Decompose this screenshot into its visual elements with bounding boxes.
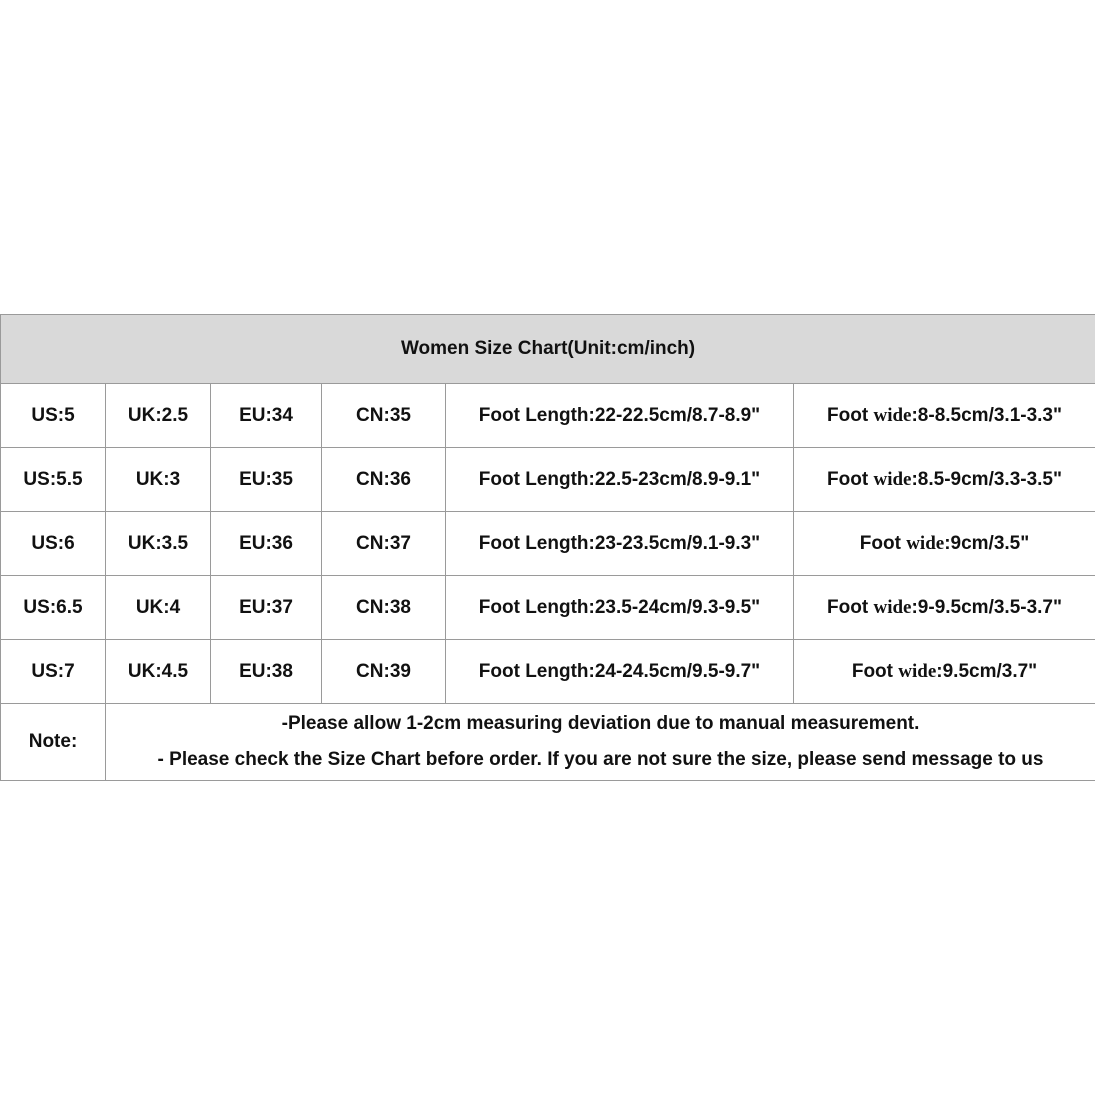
- foot-wide-word: wide: [898, 660, 937, 682]
- size-row: [1, 512, 1095, 576]
- note-text-cell: [106, 704, 1095, 781]
- foot-wide-cell: [794, 640, 1095, 704]
- eu-size-cell: EU:35: [211, 448, 322, 512]
- note-line-check-chart: - Please check the Size Chart before order. If you are not sure the size, please send message to us: [157, 749, 1044, 770]
- foot-length-cell: Foot Length:22.5-23cm/8.9-9.1": [446, 448, 794, 512]
- foot-wide-prefix: Foot: [827, 404, 874, 426]
- foot-wide-cell: [794, 512, 1095, 576]
- foot-wide-value: :9.5cm/3.7": [936, 660, 1038, 682]
- us-size-cell: US:5: [1, 384, 106, 448]
- foot-length-cell: Foot Length:23.5-24cm/9.3-9.5": [446, 576, 794, 640]
- size-row: [1, 448, 1095, 512]
- eu-size-cell: EU:37: [211, 576, 322, 640]
- cn-size-cell: CN:39: [322, 640, 446, 704]
- uk-size-cell: UK:4.5: [106, 640, 211, 704]
- foot-length-cell: Foot Length:22-22.5cm/8.7-8.9": [446, 384, 794, 448]
- cn-size-cell: CN:35: [322, 384, 446, 448]
- note-line-deviation: -Please allow 1-2cm measuring deviation due to manual measurement.: [281, 713, 920, 734]
- us-size-cell: US:6.5: [1, 576, 106, 640]
- us-size-cell: US:7: [1, 640, 106, 704]
- eu-size-cell: EU:34: [211, 384, 322, 448]
- foot-wide-prefix: Foot: [859, 532, 907, 554]
- foot-wide-cell: [794, 448, 1095, 512]
- note-row: [1, 704, 1095, 781]
- size-row: [1, 576, 1095, 640]
- note-label: Note:: [1, 704, 106, 781]
- uk-size-cell: UK:3: [106, 448, 211, 512]
- us-size-cell: US:5.5: [1, 448, 106, 512]
- cn-size-cell: CN:37: [322, 512, 446, 576]
- foot-wide-value: :8-8.5cm/3.1-3.3": [911, 404, 1063, 426]
- eu-size-cell: EU:38: [211, 640, 322, 704]
- foot-wide-prefix: Foot: [827, 468, 874, 490]
- foot-wide-value: :9-9.5cm/3.5-3.7": [911, 596, 1063, 618]
- cn-size-cell: CN:38: [322, 576, 446, 640]
- foot-wide-prefix: Foot: [851, 660, 899, 682]
- foot-length-cell: Foot Length:23-23.5cm/9.1-9.3": [446, 512, 794, 576]
- uk-size-cell: UK:2.5: [106, 384, 211, 448]
- foot-wide-word: wide: [873, 404, 912, 426]
- foot-length-cell: Foot Length:24-24.5cm/9.5-9.7": [446, 640, 794, 704]
- uk-size-cell: UK:3.5: [106, 512, 211, 576]
- foot-wide-value: :9cm/3.5": [944, 532, 1030, 554]
- foot-wide-cell: [794, 384, 1095, 448]
- size-row: [1, 384, 1095, 448]
- size-chart-title: Women Size Chart(Unit:cm/inch): [1, 315, 1095, 384]
- size-row: [1, 640, 1095, 704]
- foot-wide-word: wide: [873, 468, 912, 490]
- us-size-cell: US:6: [1, 512, 106, 576]
- uk-size-cell: UK:4: [106, 576, 211, 640]
- foot-wide-word: wide: [906, 532, 945, 554]
- eu-size-cell: EU:36: [211, 512, 322, 576]
- foot-wide-cell: [794, 576, 1095, 640]
- foot-wide-word: wide: [873, 596, 912, 618]
- cn-size-cell: CN:36: [322, 448, 446, 512]
- foot-wide-prefix: Foot: [827, 596, 874, 618]
- size-chart-table: [0, 314, 1095, 781]
- foot-wide-value: :8.5-9cm/3.3-3.5": [911, 468, 1063, 490]
- size-chart-title-row: [1, 315, 1095, 384]
